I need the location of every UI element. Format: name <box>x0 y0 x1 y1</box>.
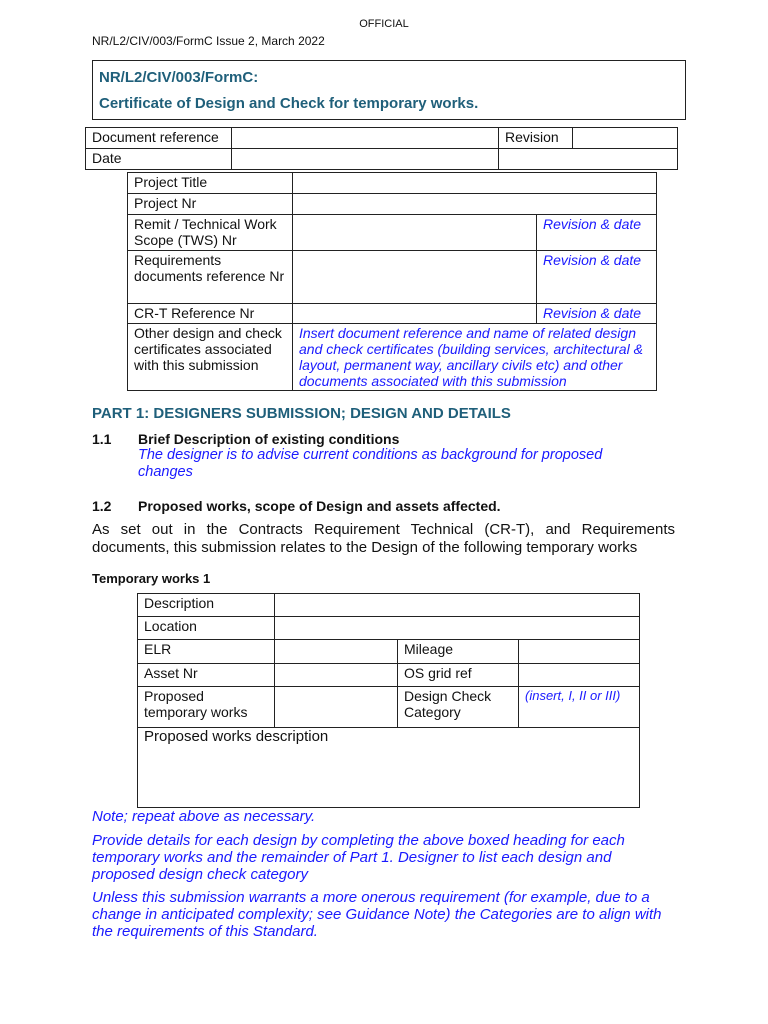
other-certificates-field[interactable]: Insert document reference and name of related design and check certificates (building services, architectural & layout, permanent way, ancillary civils etc) and other documents associated with this submission <box>293 324 657 391</box>
mileage-field[interactable] <box>519 640 640 664</box>
section-1-2-number: 1.2 <box>92 498 112 514</box>
project-nr-label: Project Nr <box>128 194 293 215</box>
document-reference-table <box>85 127 678 170</box>
form-code: NR/L2/CIV/003/FormC: <box>99 69 259 86</box>
temporary-works-heading: Temporary works 1 <box>92 571 211 586</box>
part1-heading: PART 1: DESIGNERS SUBMISSION; DESIGN AND DETAILS <box>92 405 511 422</box>
project-table <box>127 172 657 391</box>
requirements-revision-date[interactable]: Revision & date <box>537 251 657 304</box>
project-title-label: Project Title <box>128 173 293 194</box>
project-title-field[interactable] <box>293 173 657 194</box>
os-grid-ref-field[interactable] <box>519 664 640 687</box>
note-provide-details: Provide details for each design by completing the above boxed heading for each temporary works and the remainder of Part 1. Designer to list each design and proposed design check category <box>92 832 625 883</box>
date-field[interactable] <box>232 149 499 170</box>
revision-label: Revision <box>499 128 573 149</box>
requirements-label: Requirements documents reference Nr <box>128 251 293 304</box>
crt-label: CR-T Reference Nr <box>128 304 293 324</box>
mileage-label: Mileage <box>398 640 519 664</box>
remit-label: Remit / Technical Work Scope (TWS) Nr <box>128 215 293 251</box>
asset-nr-label: Asset Nr <box>138 664 275 687</box>
crt-field[interactable] <box>293 304 537 324</box>
section-1-1-hint: The designer is to advise current conditions as background for proposed changes <box>138 447 603 480</box>
proposed-works-field[interactable] <box>275 687 398 728</box>
other-certificates-label: Other design and check certificates associated with this submission <box>128 324 293 391</box>
elr-field[interactable] <box>275 640 398 664</box>
document-id: NR/L2/CIV/003/FormC Issue 2, March 2022 <box>92 34 325 48</box>
temporary-works-table <box>137 593 640 808</box>
os-grid-ref-label: OS grid ref <box>398 664 519 687</box>
location-field[interactable] <box>275 617 640 640</box>
project-nr-field[interactable] <box>293 194 657 215</box>
section-1-2-text: As set out in the Contracts Requirement Technical (CR-T), and Requirements documents, this submission relates to the Design of the following temporary works <box>92 521 675 556</box>
section-1-1-number: 1.1 <box>92 431 112 447</box>
description-label: Description <box>138 594 275 617</box>
revision-field[interactable] <box>573 128 678 149</box>
proposed-works-description-field[interactable]: Proposed works description <box>138 728 640 808</box>
proposed-works-label: Proposed temporary works <box>138 687 275 728</box>
description-field[interactable] <box>275 594 640 617</box>
document-reference-label: Document reference <box>86 128 232 149</box>
elr-label: ELR <box>138 640 275 664</box>
section-1-2-title: Proposed works, scope of Design and assets affected. <box>138 498 501 514</box>
location-label: Location <box>138 617 275 640</box>
asset-nr-field[interactable] <box>275 664 398 687</box>
design-check-category-label: Design Check Category <box>398 687 519 728</box>
section-1-1-title: Brief Description of existing conditions <box>138 431 400 447</box>
design-check-category-field[interactable]: (insert, I, II or III) <box>519 687 640 728</box>
title-box <box>92 60 686 120</box>
date-label: Date <box>86 149 232 170</box>
date-extra-field[interactable] <box>499 149 678 170</box>
note-repeat: Note; repeat above as necessary. <box>92 808 316 825</box>
classification-label: OFFICIAL <box>359 18 409 30</box>
requirements-field[interactable] <box>293 251 537 304</box>
crt-revision-date[interactable]: Revision & date <box>537 304 657 324</box>
form-title: Certificate of Design and Check for temporary works. <box>99 95 479 112</box>
remit-field[interactable] <box>293 215 537 251</box>
document-reference-field[interactable] <box>232 128 499 149</box>
remit-revision-date[interactable]: Revision & date <box>537 215 657 251</box>
note-categories: Unless this submission warrants a more onerous requirement (for example, due to a change in anticipated complexity; see Guidance Note) the Categories are to align with the requirements of this Standard. <box>92 889 662 940</box>
